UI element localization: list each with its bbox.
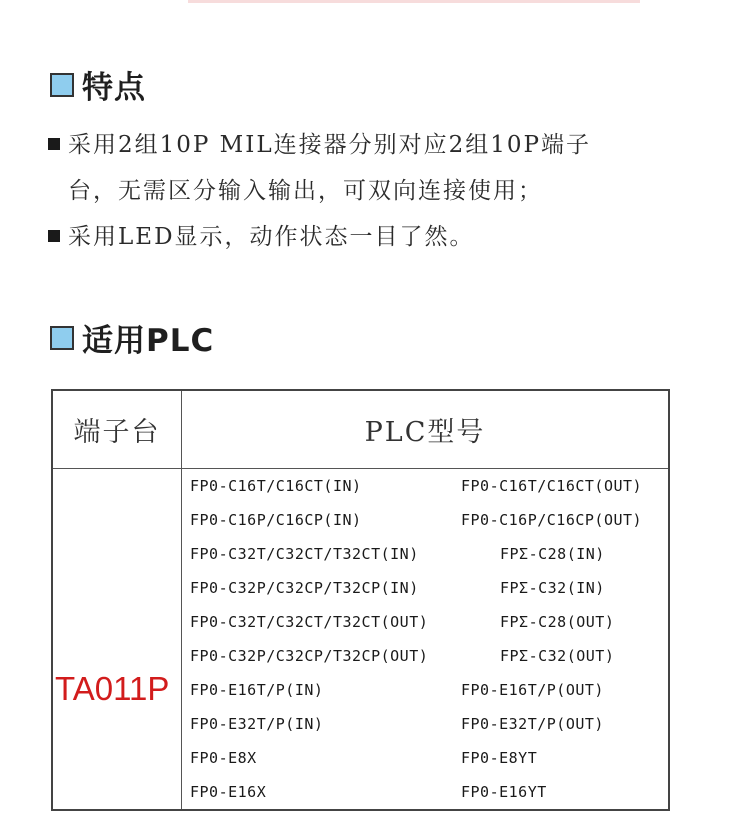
model-left: FP0-E16X xyxy=(190,783,267,801)
feature-text-2: 采用LED显示，动作状态一目了然。 xyxy=(68,224,475,250)
model-left: FP0-E32T/P(IN) xyxy=(190,715,324,733)
model-right: FP0-C16T/C16CT(OUT) xyxy=(461,477,643,495)
feature-item xyxy=(48,122,688,214)
model-right: FP0-E16YT xyxy=(461,783,547,801)
plc-table xyxy=(51,389,670,811)
terminal-cell xyxy=(52,469,182,811)
model-right: FP0-E32T/P(OUT) xyxy=(461,715,604,733)
model-left: FP0-E8X xyxy=(190,749,257,767)
model-right: FPΣ-C28(IN) xyxy=(500,545,605,563)
header-models: PLC型号 xyxy=(182,390,670,469)
terminal-model: TA011P xyxy=(55,670,170,707)
header-terminal: 端子台 xyxy=(52,390,182,469)
plc-title: 适用PLC xyxy=(82,323,215,359)
feature-text-1: 采用2组10P MIL连接器分别对应2组10P端子 xyxy=(68,132,591,158)
model-left: FP0-C32T/C32CT/T32CT(IN) xyxy=(190,545,419,563)
feature-item xyxy=(48,214,688,260)
bullet-square-icon xyxy=(48,138,60,150)
plc-heading xyxy=(50,315,214,360)
section-square-icon xyxy=(50,326,74,350)
model-right: FP0-C16P/C16CP(OUT) xyxy=(461,511,643,529)
model-left: FP0-E16T/P(IN) xyxy=(190,681,324,699)
features-list xyxy=(48,122,688,260)
features-heading xyxy=(50,62,146,107)
table-header-row xyxy=(52,390,669,469)
model-left: FP0-C32P/C32CP/T32CP(IN) xyxy=(190,579,419,597)
model-right: FPΣ-C28(OUT) xyxy=(500,613,615,631)
model-left: FP0-C32P/C32CP/T32CP(OUT) xyxy=(190,647,429,665)
model-right: FP0-E8YT xyxy=(461,749,538,767)
model-right: FPΣ-C32(IN) xyxy=(500,579,605,597)
model-left: FP0-C16T/C16CT(IN) xyxy=(190,477,362,495)
bullet-square-icon xyxy=(48,230,60,242)
model-left: FP0-C32T/C32CT/T32CT(OUT) xyxy=(190,613,429,631)
models-grid xyxy=(182,469,668,809)
model-right: FP0-E16T/P(OUT) xyxy=(461,681,604,699)
models-cell xyxy=(182,469,670,811)
table-row xyxy=(52,469,669,811)
model-left: FP0-C16P/C16CP(IN) xyxy=(190,511,362,529)
features-title: 特点 xyxy=(82,70,146,106)
section-square-icon xyxy=(50,73,74,97)
model-right: FPΣ-C32(OUT) xyxy=(500,647,615,665)
top-divider-strip xyxy=(188,0,640,3)
feature-text-1-cont: 台，无需区分输入输出，可双向连接使用； xyxy=(68,178,543,204)
